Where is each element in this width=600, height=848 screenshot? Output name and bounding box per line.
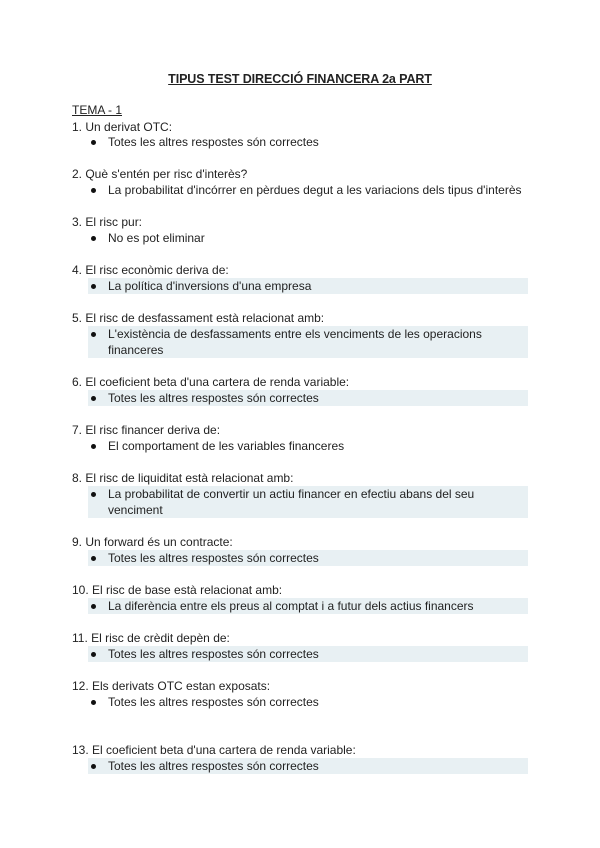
bullet-icon	[91, 188, 96, 193]
answer-8-text: La probabilitat de convertir un actiu financer en efectiu abans del seu venciment	[108, 487, 475, 517]
bullet-icon	[91, 604, 96, 609]
answer-1-text: Totes les altres respostes són correctes	[108, 135, 319, 149]
answer-9	[88, 550, 528, 566]
answer-9-text: Totes les altres respostes són correctes	[108, 551, 319, 565]
question-9: 9. Un forward és un contracte:	[72, 535, 233, 549]
answer-3	[88, 230, 528, 246]
question-11: 11. El risc de crèdit depèn de:	[72, 631, 230, 645]
document-title: TIPUS TEST DIRECCIÓ FINANCERA 2a PART	[168, 72, 432, 86]
bullet-icon	[91, 652, 96, 657]
answer-4	[88, 278, 528, 294]
question-7: 7. El risc financer deriva de:	[72, 423, 221, 437]
answer-11	[88, 646, 528, 662]
answer-2-text: La probabilitat d'incórrer en pèrdues degut a les variacions dels tipus d'interès	[108, 183, 522, 197]
answer-12-text: Totes les altres respostes són correctes	[108, 695, 319, 709]
question-2: 2. Què s'entén per risc d'interès?	[72, 167, 248, 181]
answer-5-text: L'existència de desfassaments entre els venciments de les operacions financeres	[108, 327, 482, 357]
question-1: 1. Un derivat OTC:	[72, 120, 173, 134]
bullet-icon	[91, 284, 96, 289]
question-12: 12. Els derivats OTC estan exposats:	[72, 679, 271, 693]
answer-2	[88, 182, 548, 198]
answer-10	[88, 598, 528, 614]
answer-1	[88, 134, 528, 150]
bullet-icon	[91, 700, 96, 705]
bullet-icon	[91, 492, 96, 497]
answer-8	[88, 486, 528, 518]
answer-10-text: La diferència entre els preus al comptat i a futur dels actius financers	[108, 599, 474, 613]
answer-7	[88, 438, 528, 454]
bullet-icon	[91, 764, 96, 769]
answer-13-text: Totes les altres respostes són correctes	[108, 759, 319, 773]
bullet-icon	[91, 140, 96, 145]
bullet-icon	[91, 444, 96, 449]
question-4: 4. El risc econòmic deriva de:	[72, 263, 229, 277]
question-6: 6. El coeficient beta d'una cartera de renda variable:	[72, 375, 350, 389]
answer-5	[88, 326, 528, 358]
bullet-icon	[91, 396, 96, 401]
question-3: 3. El risc pur:	[72, 215, 143, 229]
answer-6	[88, 390, 528, 406]
question-8: 8. El risc de liquiditat està relacionat amb:	[72, 471, 294, 485]
bullet-icon	[91, 332, 96, 337]
bullet-icon	[91, 556, 96, 561]
answer-11-text: Totes les altres respostes són correctes	[108, 647, 319, 661]
question-13: 13. El coeficient beta d'una cartera de renda variable:	[72, 743, 356, 757]
question-10: 10. El risc de base està relacionat amb:	[72, 583, 283, 597]
answer-13	[88, 758, 528, 774]
answer-3-text: No es pot eliminar	[108, 231, 205, 245]
section-heading: TEMA - 1	[72, 103, 123, 117]
answer-4-text: La política d'inversions d'una empresa	[108, 279, 312, 293]
question-5: 5. El risc de desfassament està relacionat amb:	[72, 311, 325, 325]
bullet-icon	[91, 236, 96, 241]
answer-12	[88, 694, 528, 710]
answer-6-text: Totes les altres respostes són correctes	[108, 391, 319, 405]
answer-7-text: El comportament de les variables financeres	[108, 439, 345, 453]
